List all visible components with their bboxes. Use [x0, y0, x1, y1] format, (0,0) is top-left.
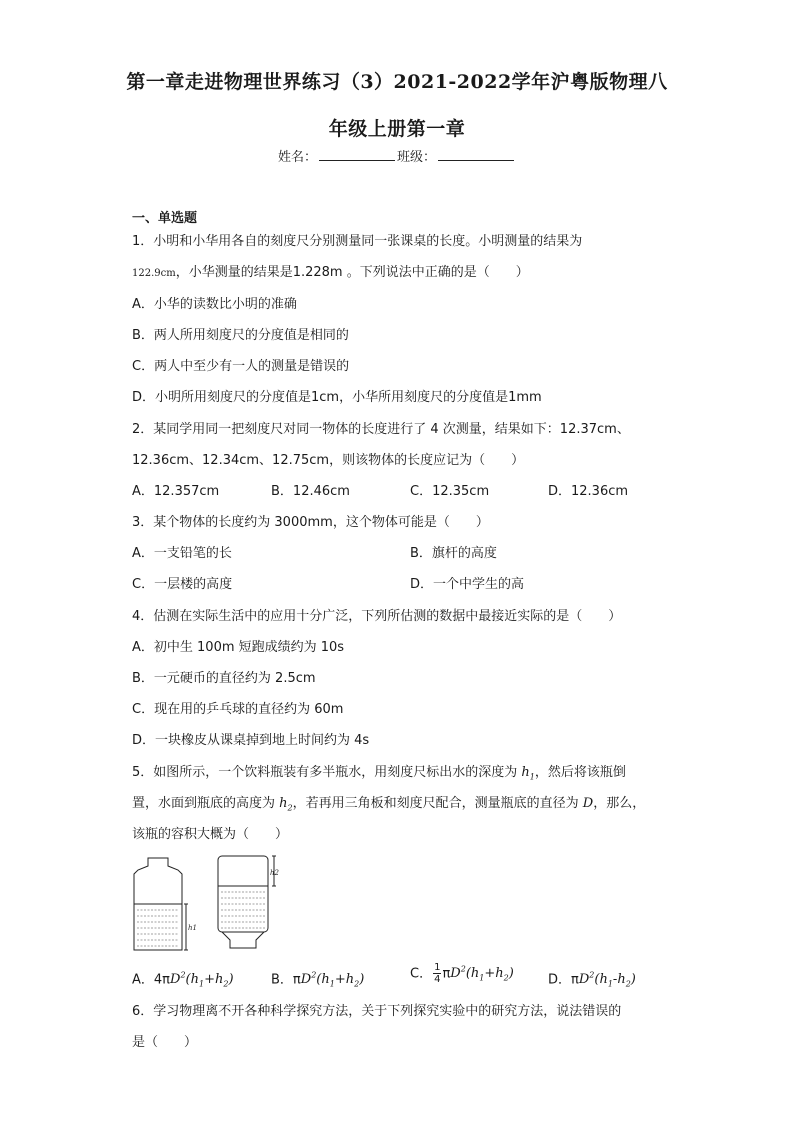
q5-option-b[interactable]: [271, 968, 364, 993]
q5-h2-symbol: $h_2$: [279, 796, 293, 813]
q1-value-xiaoming: 122.9cm: [132, 268, 176, 279]
name-blank[interactable]: [319, 148, 395, 161]
fig-label-h1: h1: [188, 924, 197, 932]
q1-stem-line1: 1．小明和小华用各自的刻度尺分别测量同一张课桌的长度。小明测量的结果为: [132, 234, 583, 249]
q5-h1-symbol: $h_1$: [521, 765, 535, 782]
q5-a-prefix: A．4π: [132, 972, 170, 988]
q3-option-c[interactable]: C．一层楼的高度: [132, 577, 233, 592]
q1-option-d[interactable]: D．小明所用刻度尺的分度值是1cm，小华所用刻度尺的分度值是1mm: [132, 390, 542, 405]
q2-stem-line1: 2．某同学用同一把刻度尺对同一物体的长度进行了 4 次测量，结果如下：12.37cm、: [132, 422, 630, 437]
q5-bottle-figure: [130, 854, 300, 954]
q4-option-c[interactable]: C．现在用的乒乓球的直径约为 60m: [132, 702, 344, 717]
q1-stem-rest: ，小华测量的结果是1.228m 。下列说法中正确的是（ ）: [175, 265, 529, 280]
q5-b-prefix: B．π: [271, 972, 301, 988]
q5-option-a[interactable]: [132, 968, 234, 993]
q2-option-b[interactable]: B．12.46cm: [271, 484, 350, 499]
q1-option-a[interactable]: A．小华的读数比小明的准确: [132, 297, 297, 312]
page-title-line1: 第一章走进物理世界练习（3）2021-2022学年沪粤版物理八: [126, 71, 668, 93]
page-title-line2: 年级上册第一章: [328, 118, 466, 140]
q3-option-b[interactable]: B．旗杆的高度: [410, 546, 497, 561]
q5-text-1a: 5．如图所示，一个饮料瓶装有多半瓶水，用刻度尺标出水的深度为: [132, 765, 522, 780]
q5-c-fraction: [433, 962, 441, 985]
q1-option-b[interactable]: B．两人所用刻度尺的分度值是相同的: [132, 328, 349, 343]
q5-a-formula: $D^2(h_1+h_2)$: [170, 971, 234, 989]
fig-label-h2: h2: [270, 869, 279, 877]
name-label: 姓名：: [277, 150, 317, 165]
q3-stem: 3．某个物体的长度约为 3000mm，这个物体可能是（ ）: [132, 515, 489, 530]
q6-stem-line2: 是（ ）: [132, 1035, 198, 1050]
q5-b-formula: $D^2(h_1+h_2)$: [300, 971, 365, 989]
name-class-line: [0, 146, 794, 165]
q5-c-formula: $D^2(h_1+h_2)$: [450, 965, 514, 983]
class-blank[interactable]: [438, 148, 514, 161]
q1-option-c[interactable]: C．两人中至少有一人的测量是错误的: [132, 359, 350, 374]
section-heading: 一、单选题: [132, 211, 198, 226]
q5-c-denominator: 4: [434, 974, 441, 986]
upright-bottle-icon: [134, 858, 188, 950]
q3-option-a[interactable]: A．一支铅笔的长: [132, 546, 232, 561]
q2-stem-line2: 12.36cm、12.34cm、12.75cm，则该物体的长度应记为（ ）: [132, 453, 525, 468]
q5-text-2a: 置，水面到瓶底的高度为: [132, 796, 280, 811]
q4-stem: 4．估测在实际生活中的应用十分广泛，下列所估测的数据中最接近实际的是（ ）: [132, 609, 622, 624]
q5-stem-line3: 该瓶的容积大概为（ ）: [132, 827, 289, 842]
q5-stem-line2: [132, 796, 645, 817]
q5-d-symbol: D: [582, 796, 594, 811]
q5-text-2c: ，那么，: [593, 796, 646, 811]
q5-d-formula: $D^2(h_1-h_2)$: [578, 971, 636, 989]
q5-c-pi: π: [442, 966, 451, 982]
q5-stem-line1: [132, 765, 626, 786]
q5-d-prefix: D．π: [548, 972, 579, 988]
q4-option-b[interactable]: B．一元硬币的直径约为 2.5cm: [132, 671, 316, 686]
q5-option-d[interactable]: [548, 968, 636, 993]
q4-option-a[interactable]: A．初中生 100m 短跑成绩约为 10s: [132, 640, 345, 655]
q5-option-c[interactable]: [410, 962, 514, 987]
q6-stem-line1: 6．学习物理离不开各种科学探究方法，关于下列探究实验中的研究方法，说法错误的: [132, 1004, 622, 1019]
q5-c-numerator: 1: [434, 962, 441, 974]
q2-option-c[interactable]: C．12.35cm: [410, 484, 490, 499]
q1-stem-line2: [132, 265, 529, 282]
q5-text-2b: ，若再用三角板和刻度尺配合，测量瓶底的直径为: [292, 796, 583, 811]
q3-option-d[interactable]: D．一个中学生的高: [410, 577, 525, 592]
q5-text-1b: ，然后将该瓶倒: [534, 765, 626, 780]
q2-option-d[interactable]: D．12.36cm: [548, 484, 629, 499]
inverted-bottle-icon: [218, 856, 276, 948]
q2-option-a[interactable]: A．12.357cm: [132, 484, 220, 499]
class-label: 班级：: [397, 150, 437, 165]
q5-c-prefix: C．: [410, 966, 433, 982]
q4-option-d[interactable]: D．一块橡皮从课桌掉到地上时间约为 4s: [132, 733, 370, 748]
